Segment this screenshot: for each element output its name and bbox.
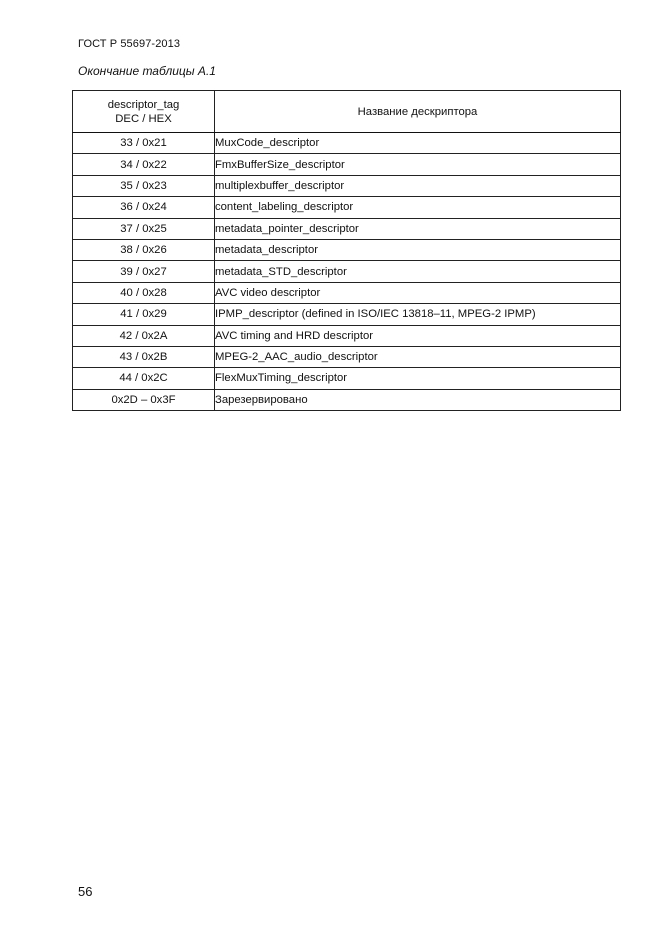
table-row <box>73 154 621 175</box>
table-row <box>73 325 621 346</box>
cell-descriptor-tag: 34 / 0x22 <box>73 154 215 175</box>
cell-descriptor-name: metadata_pointer_descriptor <box>215 218 621 239</box>
table-row <box>73 282 621 303</box>
cell-descriptor-tag: 41 / 0x29 <box>73 304 215 325</box>
cell-descriptor-tag: 44 / 0x2C <box>73 368 215 389</box>
cell-descriptor-tag: 37 / 0x25 <box>73 218 215 239</box>
table-row <box>73 133 621 154</box>
table-header-row <box>73 91 621 133</box>
table-row <box>73 218 621 239</box>
cell-descriptor-name: FlexMuxTiming_descriptor <box>215 368 621 389</box>
cell-descriptor-name: AVC video descriptor <box>215 282 621 303</box>
cell-descriptor-tag: 36 / 0x24 <box>73 197 215 218</box>
cell-descriptor-tag: 40 / 0x28 <box>73 282 215 303</box>
cell-descriptor-name: content_labeling_descriptor <box>215 197 621 218</box>
table-row <box>73 239 621 260</box>
cell-descriptor-name: FmxBufferSize_descriptor <box>215 154 621 175</box>
table-row <box>73 261 621 282</box>
cell-descriptor-tag: 43 / 0x2B <box>73 346 215 367</box>
table-row <box>73 346 621 367</box>
column-header-descriptor-name: Название дескриптора <box>215 91 621 133</box>
cell-descriptor-tag: 33 / 0x21 <box>73 133 215 154</box>
cell-descriptor-name: metadata_STD_descriptor <box>215 261 621 282</box>
standard-code: ГОСТ Р 55697-2013 <box>78 38 181 50</box>
cell-descriptor-name: IPMP_descriptor (defined in ISO/IEC 13818–11, MPEG-2 IPMP) <box>215 304 621 325</box>
cell-descriptor-name: metadata_descriptor <box>215 239 621 260</box>
cell-descriptor-tag: 0x2D – 0x3F <box>73 389 215 410</box>
column-header-tag-line1: descriptor_tag <box>107 98 180 111</box>
table-row <box>73 175 621 196</box>
descriptor-table <box>72 90 621 411</box>
cell-descriptor-name: multiplexbuffer_descriptor <box>215 175 621 196</box>
cell-descriptor-name: Зарезервировано <box>215 389 621 410</box>
table-row <box>73 304 621 325</box>
cell-descriptor-name: MPEG-2_AAC_audio_descriptor <box>215 346 621 367</box>
column-header-descriptor-tag <box>73 91 215 133</box>
column-header-tag-line2: DEC / HEX <box>115 112 172 125</box>
cell-descriptor-tag: 39 / 0x27 <box>73 261 215 282</box>
table-caption: Окончание таблицы А.1 <box>78 64 216 78</box>
cell-descriptor-tag: 35 / 0x23 <box>73 175 215 196</box>
cell-descriptor-name: AVC timing and HRD descriptor <box>215 325 621 346</box>
table-row <box>73 389 621 410</box>
table-row <box>73 197 621 218</box>
cell-descriptor-tag: 38 / 0x26 <box>73 239 215 260</box>
cell-descriptor-tag: 42 / 0x2A <box>73 325 215 346</box>
page-number: 56 <box>78 884 93 899</box>
cell-descriptor-name: MuxCode_descriptor <box>215 133 621 154</box>
table-row <box>73 368 621 389</box>
